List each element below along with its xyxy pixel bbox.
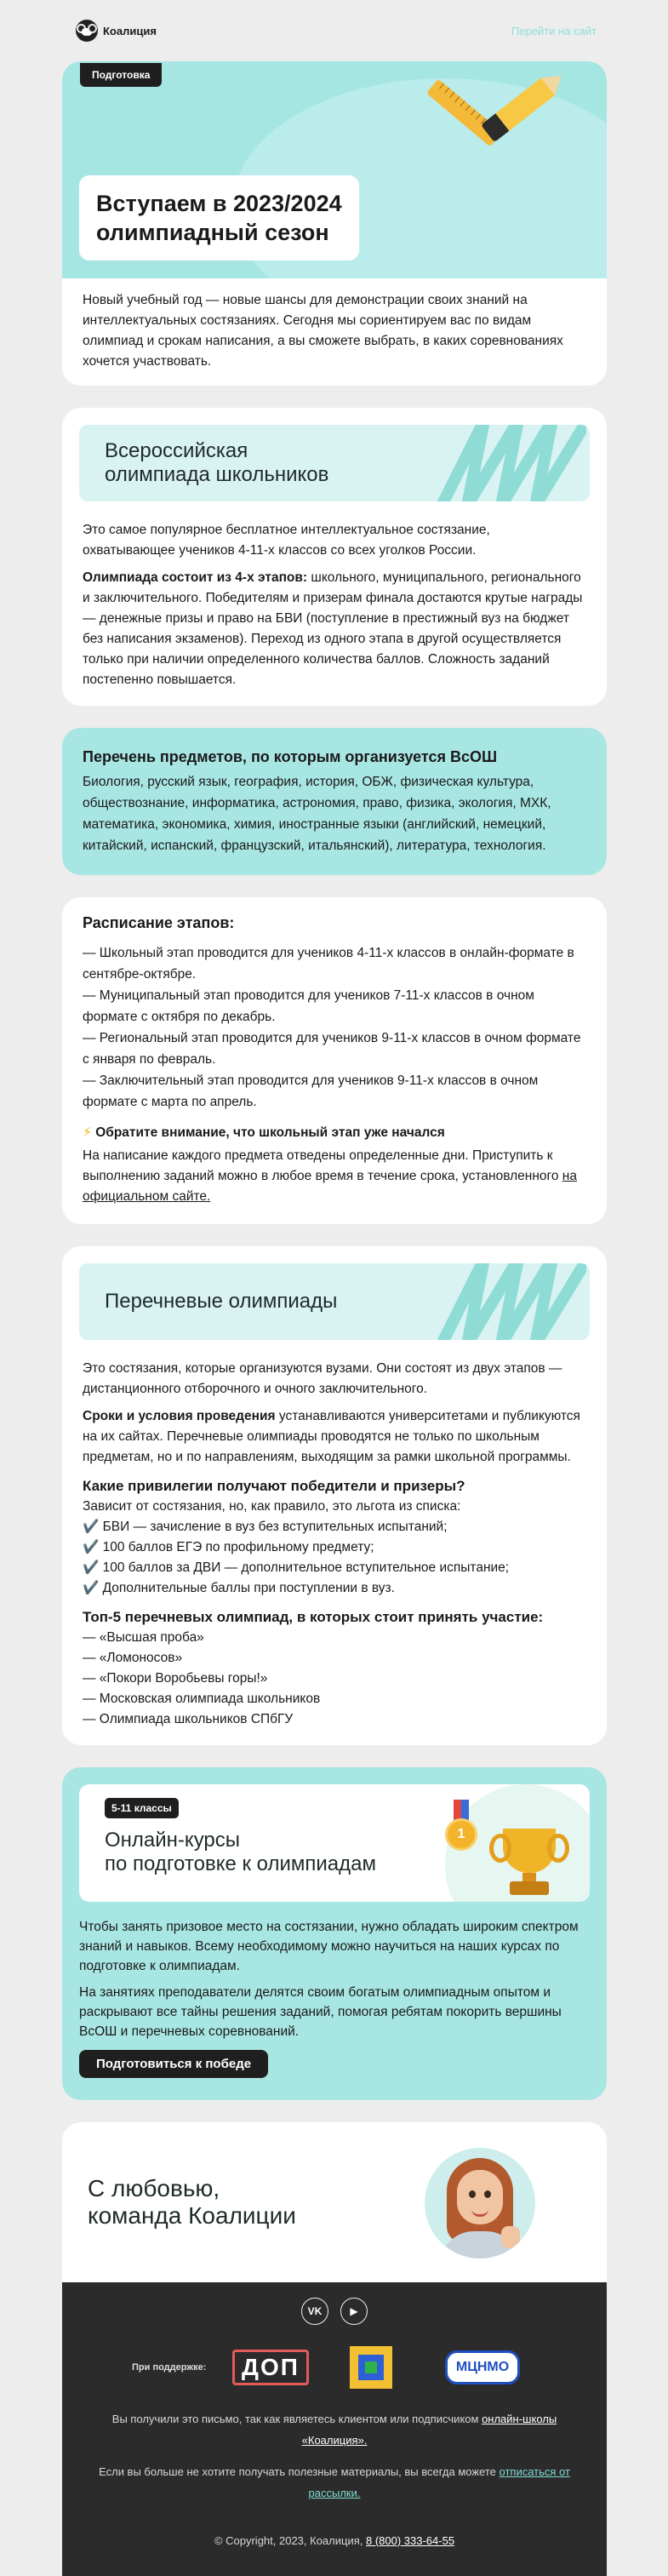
schedule-item: — Заключительный этап проводится для учеников 9-11-х классов в очном формате с марта по апрель. (83, 1073, 539, 1109)
subjects-list: Биология, русский язык, география, история, ОБЖ, физическая культура, обществознание, информатика, астрономия, право, физика, экология, МХК, математика, экономика, химия, иностранные языки (английский, немецкий, китайский, испанский, французский, итальянский), литература, технология. (83, 775, 551, 853)
official-site-link[interactable]: на официальном сайте. (83, 1169, 577, 1204)
subscription-notice: Вы получили это письмо, так как являетесь клиентом или подписчиком онлайн-школы «Коалиция». (111, 2413, 557, 2447)
footer (62, 2282, 607, 2576)
notice-title: ⚡ Обратите внимание, что школьный этап уже начался (83, 1125, 445, 1140)
brand-name: Коалиция (103, 24, 157, 37)
youtube-icon[interactable]: ▶ (340, 2298, 368, 2325)
vsosh-stages: Олимпиада состоит из 4-х этапов: школьного, муниципального, регионального и заключительного. Победителям и призерам финала достаются крутые награды — денежные призы и право на БВИ (поступление в престижный вуз на бюджет без написания экзаменов). Переход из одного этапа в другой осуществляется только при наличии определенного количества баллов. Сложность заданий постепенно повышается. (83, 570, 583, 687)
privileges-intro: Зависит от состязания, но, как правило, это льгота из списка: (83, 1499, 461, 1514)
signature-block (62, 2122, 607, 2282)
support-label: При поддержке: (132, 2362, 207, 2373)
courses-text: Чтобы занять призовое место на состязании, нужно обладать широким спектром знаний и навыков. Всему необходимому можно научиться на наших курсах по подготовке к олимпиадам. (79, 1920, 579, 1973)
notice-text: На написание каждого предмета отведены определенные дни. Приступить к выполнению заданий можно в любое время в течение срока, установленного на официальном сайте. (83, 1148, 577, 1204)
top-bar (62, 0, 607, 61)
vsosh-banner (79, 425, 590, 501)
thumbs-up-icon (501, 2226, 520, 2248)
schedule-title: Расписание этапов: (83, 914, 235, 931)
go-to-site-link[interactable]: Перейти на сайт (511, 24, 597, 37)
signature-text: С любовью, команда Коалиции (88, 2175, 296, 2229)
courses-banner (79, 1784, 590, 1902)
top-olympiad-item: — Московская олимпиада школьников (83, 1692, 321, 1706)
privilege-item: ✔️ 100 баллов за ДВИ — дополнительное вступительное испытание; (83, 1560, 510, 1575)
subjects-section (62, 728, 607, 875)
partners-row (88, 2344, 581, 2391)
vk-icon[interactable]: VK (301, 2298, 328, 2325)
unsubscribe-notice: Если вы больше не хотите получать полезные материалы, вы всегда можете отписаться от рассылки. (99, 2465, 570, 2499)
privilege-item: ✔️ БВИ — зачисление в вуз без вступительных испытаний; (83, 1520, 448, 1534)
listed-banner (79, 1263, 590, 1340)
schedule-item: — Муниципальный этап проводится для учеников 7-11-х классов в очном формате с октября по декабрь. (83, 988, 534, 1024)
dop-logo: ДОП (232, 2350, 309, 2385)
checkmark-icon: ✔️ (83, 1560, 100, 1575)
hero-title: Вступаем в 2023/2024 олимпиадный сезон (79, 175, 359, 260)
vsosh-description: Это самое популярное бесплатное интеллектуальное состязание, охватывающее учеников 4-11-х классов со всех уголков России. (83, 523, 490, 558)
privileges-title: Какие привилегии получают победители и призеры? (83, 1478, 465, 1494)
courses-section (62, 1767, 607, 2100)
privilege-item: ✔️ 100 баллов ЕГЭ по профильному предмету; (83, 1540, 374, 1554)
top-olympiad-item: — «Ломоносов» (83, 1651, 183, 1665)
mccme-logo: МЦНМО (445, 2350, 520, 2384)
phone-link[interactable]: 8 (800) 333-64-55 (365, 2534, 455, 2547)
squiggle-decoration-icon (433, 1263, 586, 1340)
schedule-item: — Школьный этап проводится для учеников 4-11-х классов в онлайн-формате в сентябре-октябре. (83, 946, 574, 982)
school-link[interactable]: онлайн-школы «Коалиция». (301, 2413, 557, 2447)
schedule-item: — Региональный этап проводится для учеников 9-11-х классов в очном формате с января по февраль. (83, 1031, 581, 1067)
courses-title: Онлайн-курсы по подготовке к олимпиадам (105, 1829, 376, 1875)
medal-ribbon-icon (454, 1800, 469, 1820)
section-title: Всероссийская олимпиада школьников (105, 439, 329, 486)
copyright: © Copyright, 2023, Коалиция, 8 (800) 333-64-55 (214, 2534, 455, 2547)
prepare-button[interactable]: Подготовиться к победе (79, 2050, 268, 2078)
courses-text: На занятиях преподаватели делятся своим богатым олимпиадным опытом и раскрывают все тайны решения заданий, помогая ребятам покорить вершины ВсОШ и перечневых соревнований. (79, 1985, 562, 2039)
section-title: Перечневые олимпиады (105, 1290, 338, 1313)
medal-icon: 1 (445, 1818, 477, 1851)
lightning-icon: ⚡ (83, 1125, 92, 1140)
listed-terms: Сроки и условия проведения устанавливаются университетами и публикуются на их сайтах. Перечневые олимпиады проводятся не только по школьным предметам, но и по направлениям, выходящим за рамки школьной программы. (83, 1409, 580, 1464)
vsosh-section (62, 408, 607, 706)
listed-description: Это состязания, которые организуются вузами. Они состоят из двух этапов — дистанционного отборочного и очного заключительного. (83, 1361, 562, 1396)
top-olympiad-item: — «Покори Воробьевы горы!» (83, 1671, 268, 1686)
checkmark-icon: ✔️ (83, 1520, 100, 1534)
privilege-item: ✔️ Дополнительные баллы при поступлении в вуз. (83, 1581, 395, 1595)
checkmark-icon: ✔️ (83, 1540, 100, 1554)
intro-text: Новый учебный год — новые шансы для демонстрации своих знаний на интеллектуальных состязаниях. Сегодня мы сориентируем вас по видам олимпиад и срокам написания, а вы сможете выбрать, в каких соревнованиях хочется участвовать. (83, 293, 563, 369)
listed-olympiads-section (62, 1246, 607, 1745)
top-olympiad-item: — Олимпиада школьников СПбГУ (83, 1712, 294, 1726)
squiggle-decoration-icon (433, 425, 586, 501)
grade-badge: 5-11 классы (105, 1798, 179, 1818)
social-links (88, 2298, 581, 2325)
hero-card (62, 61, 607, 386)
checkmark-icon: ✔️ (83, 1581, 100, 1595)
brand-logo[interactable] (76, 20, 157, 42)
schedule-section (62, 897, 607, 1224)
unsubscribe-link[interactable]: отписаться от рассылки. (308, 2465, 570, 2499)
hero-banner (62, 61, 607, 278)
top-olympiads-title: Топ-5 перечневых олимпиад, в которых стоит принять участие: (83, 1609, 544, 1625)
koala-logo-icon (76, 20, 98, 42)
avatar (425, 2148, 535, 2258)
top-olympiad-item: — «Высшая проба» (83, 1630, 204, 1645)
category-tag: Подготовка (80, 63, 162, 87)
partner-cube-logo (350, 2346, 392, 2389)
subjects-title: Перечень предметов, по которым организуется ВсОШ (83, 748, 498, 765)
